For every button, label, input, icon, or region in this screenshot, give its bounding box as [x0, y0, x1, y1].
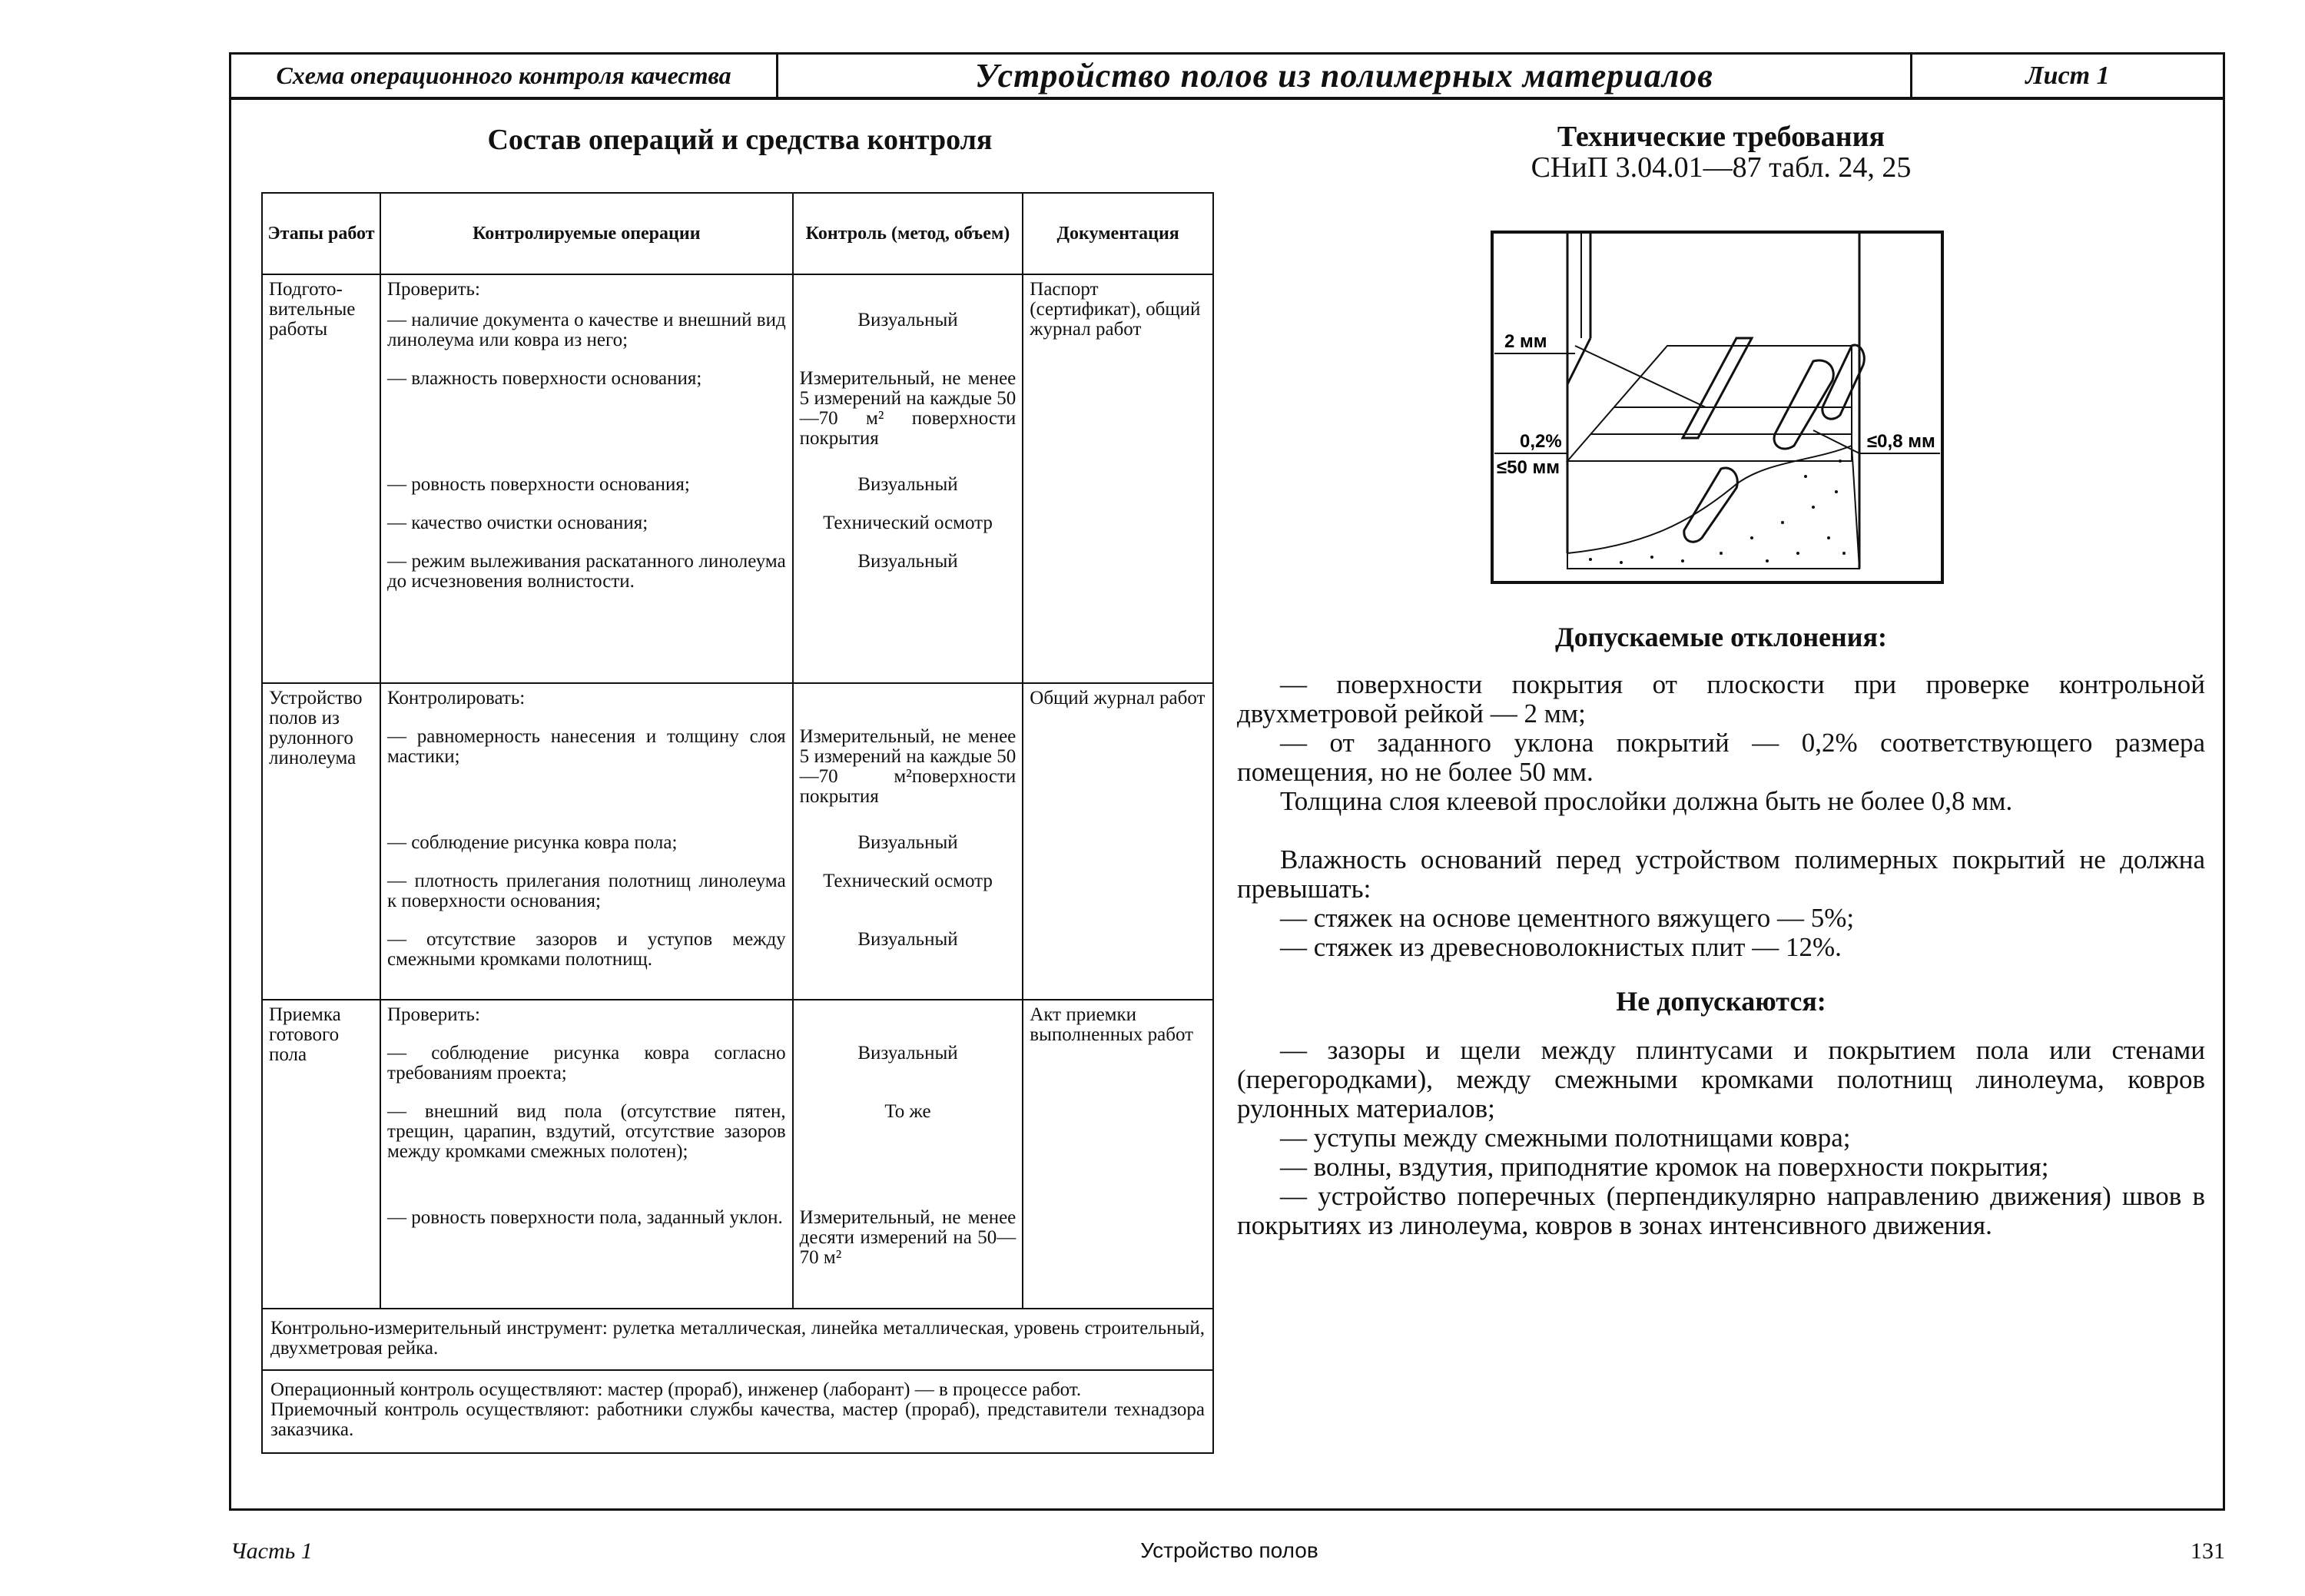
instruments-note: Контрольно-измерительный инструмент: рулетка металлическая, линейка металлическая, уровень строительный, двухметровая рейка. [270, 1318, 1205, 1359]
deviations-text [1237, 670, 2205, 962]
documentation: Паспорт (сертификат), общий журнал работ [1030, 279, 1201, 340]
table-row [262, 274, 1213, 683]
table-row [262, 1309, 1213, 1370]
tech-requirements-title: Технические требования [1557, 121, 1885, 153]
column-header: Этапы работ [262, 193, 380, 274]
header-main-title: Устройство полов из полимерных материалов [778, 55, 1912, 97]
slope-label: 0,2% [1520, 431, 1562, 452]
operations-title: Состав операций и средства контроля [487, 124, 993, 156]
stage-intro: Проверить: [386, 279, 480, 300]
control-method: Визуальный [857, 929, 958, 950]
sheet-header [229, 52, 2225, 100]
table-row [262, 1000, 1213, 1309]
footer-section: Устройство полов [1140, 1538, 1318, 1562]
not-allowed-item: — уступы между смежными полотнищами ковра; [1280, 1123, 1851, 1153]
header-scheme-title: Схема операционного контроля качества [231, 55, 778, 97]
page-number: 131 [2191, 1538, 2225, 1564]
documentation: Акт приемки выполненных работ [1030, 1004, 1194, 1045]
control-method: Технический осмотр [823, 513, 993, 533]
documentation: Общий журнал работ [1030, 688, 1206, 708]
deviation-item: — поверхности покрытия от плоскости при проверке контрольной двухметровой рейкой — 2 мм; [1237, 669, 2205, 728]
header-sheet-number: Лист 1 [2025, 61, 2110, 90]
operation-item: — наличие документа о качестве и внешний вид линолеума или ковра из него; [386, 310, 786, 350]
deviation-item: Толщина слоя клеевой прослойки должна быть не более 0,8 мм. [1280, 786, 2013, 816]
stage-name: Подгото-вительные работы [269, 279, 356, 340]
snip-reference: СНиП 3.04.01—87 табл. 24, 25 [1531, 151, 1912, 184]
deviations-title: Допускаемые отклонения: [1555, 622, 1887, 652]
operation-item: — ровность поверхности основания; [386, 474, 690, 495]
operation-item: — отсутствие зазоров и уступов между смежными кромками полотнищ. [386, 929, 786, 970]
table-row [262, 683, 1213, 1000]
acceptance-control-note: Приемочный контроль осуществляют: работники службы качества, мастер (прораб), представители технадзора заказчика. [270, 1399, 1205, 1440]
stage-intro: Проверить: [386, 1004, 480, 1025]
column-header: Документация [1023, 193, 1213, 274]
control-method: Измерительный, не менее 5 измерений на каждые 50—70 м²поверхности покрытия [799, 726, 1017, 807]
not-allowed-text [1237, 1036, 2205, 1240]
operation-item: — равномерность нанесения и толщину слоя мастики; [386, 726, 786, 767]
control-note [263, 1371, 1212, 1452]
control-method: Измерительный, не менее десяти измерений на 50—70 м² [799, 1207, 1017, 1268]
gap-label: 2 мм [1504, 331, 1547, 352]
operation-item: — соблюдение рисунка ковра согласно требованиям проекта; [386, 1043, 786, 1083]
control-method: То же [884, 1101, 931, 1122]
moisture-item: — стяжек на основе цементного вяжущего — 5%; [1280, 903, 1855, 933]
stage-intro: Контролировать: [386, 688, 526, 708]
not-allowed-item: — зазоры и щели между плинтусами и покрытием пола или стенами (перегородками), между смежными кромками полотнищ линолеума, ковров рулонных материалов; [1237, 1035, 2205, 1123]
column-header: Контролируемые операции [380, 193, 793, 274]
table-header-row [262, 193, 1213, 274]
operation-item: — внешний вид пола (отсутствие пятен, трещин, царапин, вздутий, отсутствие зазоров между кромками смежных полотен); [386, 1101, 786, 1162]
control-method: Измерительный, не менее 5 измерений на каждые 50—70 м² поверхности покрытия [799, 368, 1017, 449]
control-method: Визуальный [857, 474, 958, 495]
floor-cross-section-drawing [1491, 231, 1944, 584]
operation-item: — плотность прилегания полотнищ линолеума к поверхности основания; [386, 871, 786, 911]
control-method: Визуальный [857, 832, 958, 853]
control-method: Визуальный [857, 310, 958, 330]
control-method: Визуальный [857, 551, 958, 572]
control-method: Визуальный [857, 1043, 958, 1063]
operation-item: — соблюдение рисунка ковра пола; [386, 832, 678, 853]
stage-name: Приемка готового пола [269, 1004, 341, 1065]
column-header: Контроль (метод, объем) [793, 193, 1023, 274]
moisture-item: — стяжек из древесноволокнистых плит — 12%. [1280, 932, 1842, 962]
operation-item: — режим вылеживания раскатанного линолеума до исчезновения волнистости. [386, 551, 786, 592]
not-allowed-item: — устройство поперечных (перпендикулярно направлению движения) швов в покрытиях из линолеума, ковров в зонах интенсивного движения. [1237, 1181, 2205, 1240]
footer-part: Часть 1 [230, 1538, 313, 1564]
moisture-intro: Влажность оснований перед устройством полимерных покрытий не должна превышать: [1237, 844, 2205, 904]
stage-name: Устройство полов из рулонного линолеума [269, 688, 363, 768]
deviation-item: — от заданного уклона покрытий — 0,2% соответствующего размера помещения, но не более 50 мм. [1237, 728, 2205, 787]
control-method: Технический осмотр [823, 871, 993, 891]
operations-table [261, 192, 1214, 1454]
operation-item: — влажность поверхности основания; [386, 368, 702, 389]
operational-control-note: Операционный контроль осуществляют: мастер (прораб), инженер (лаборант) — в процессе работ. [270, 1379, 1082, 1400]
layer-thickness-label: ≤0,8 мм [1867, 431, 1935, 452]
operation-item: — ровность поверхности пола, заданный уклон. [386, 1207, 783, 1228]
operation-item: — качество очистки основания; [386, 513, 648, 533]
table-row [262, 1370, 1213, 1453]
not-allowed-title: Не допускаются: [1616, 986, 1826, 1017]
slope-max-label: ≤50 мм [1497, 457, 1560, 478]
not-allowed-item: — волны, вздутия, приподнятие кромок на поверхности покрытия; [1280, 1152, 2049, 1182]
